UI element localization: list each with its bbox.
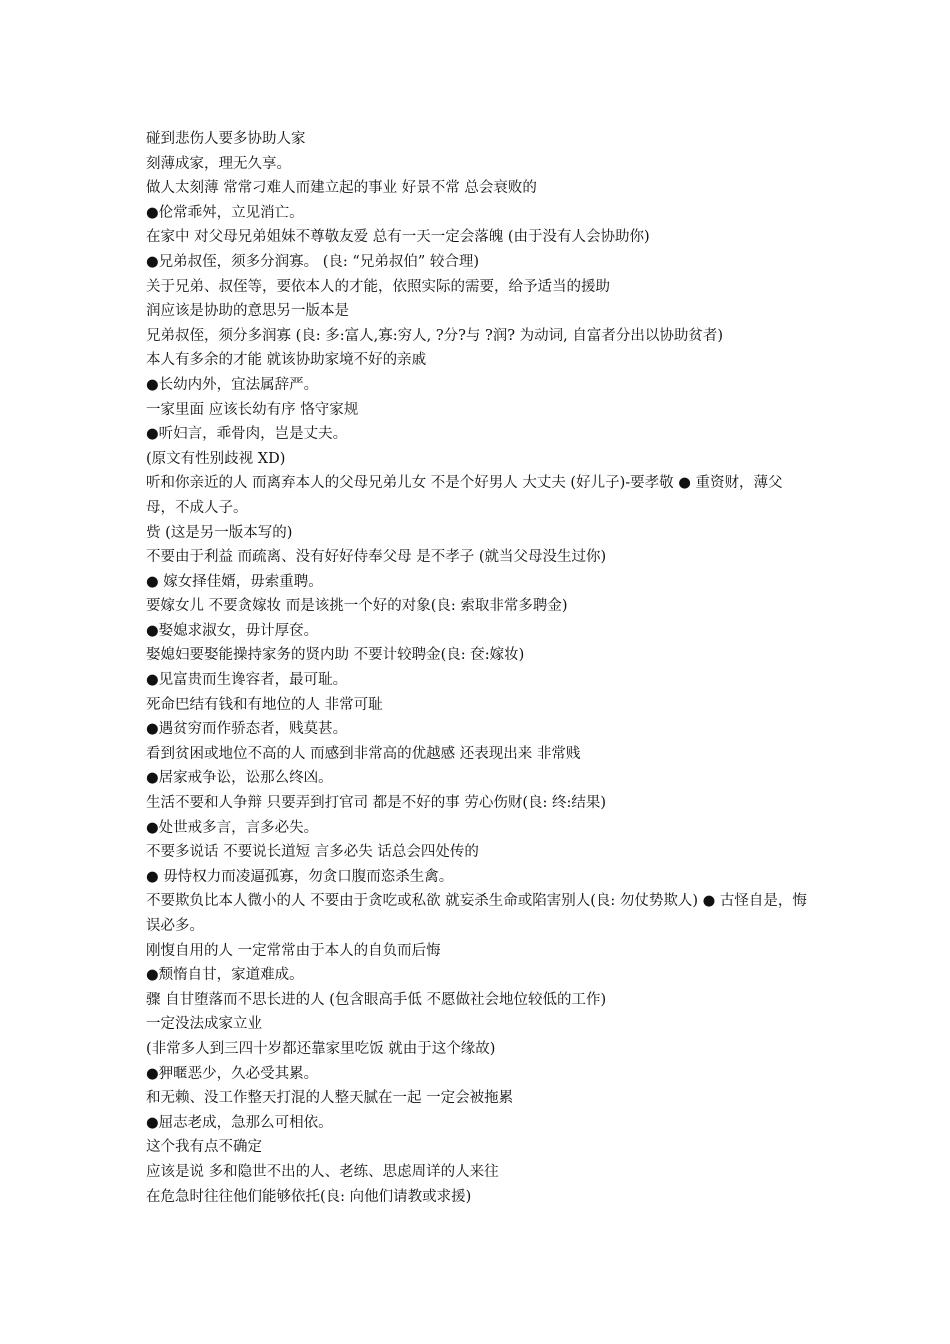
text-line: 应该是说 多和隐世不出的人、老练、思虑周详的人来往 xyxy=(146,1163,499,1180)
text-line: 刻薄成家，理无久享。 xyxy=(146,155,291,172)
text-line: 在家中 对父母兄弟姐妹不尊敬友爱 总有一天一定会落魄 (由于没有人会协助你) xyxy=(146,229,650,246)
text-line: ●处世戒多言，言多必失。 xyxy=(146,819,319,836)
text-line: 死命巴结有钱和有地位的人 非常可耻 xyxy=(146,696,383,713)
text-line: ●娶媳求淑女，毋计厚奁。 xyxy=(146,622,319,639)
text-line: ●屈志老成，急那么可相依。 xyxy=(146,1114,333,1131)
text-line: 在危急时往往他们能够依托(良: 向他们请教或求援) xyxy=(146,1188,472,1205)
text-line: 本人有多余的才能 就该协助家境不好的亲戚 xyxy=(146,352,427,369)
text-line: 一家里面 应该长幼有序 恪守家规 xyxy=(146,401,359,418)
text-line: ●居家戒争讼，讼那么终凶。 xyxy=(146,770,333,787)
text-line: 骤 自甘堕落而不思长进的人 (包含眼高手低 不愿做社会地位较低的工作) xyxy=(146,991,607,1008)
text-line: ●伦常乖舛，立见消亡。 xyxy=(146,204,304,221)
text-line: 润应该是协助的意思另一版本是 xyxy=(146,303,349,320)
document-body xyxy=(146,127,811,1209)
text-line: 这个我有点不确定 xyxy=(146,1139,262,1156)
text-line: 一定没法成家立业 xyxy=(146,1016,262,1033)
text-line: 做人太刻薄 常常刁难人而建立起的事业 好景不常 总会衰败的 xyxy=(146,180,537,197)
text-line: 娶媳妇要娶能操持家务的贤内助 不要计较聘金(良: 奁:嫁妆) xyxy=(146,647,525,664)
text-line: 和无赖、没工作整天打混的人整天腻在一起 一定会被拖累 xyxy=(146,1090,514,1107)
text-line: (原文有性别歧视 XD) xyxy=(146,450,286,467)
text-line: ●兄弟叔侄，须多分润寡。 (良: “兄弟叔伯” 较合理) xyxy=(146,253,480,270)
text-line: 兄弟叔侄，须分多润寡 (良: 多:富人,寡:穷人, ?分?与 ?润? 为动词, 自富者分出以协助贫者) xyxy=(146,327,724,344)
text-line: (非常多人到三四十岁都还靠家里吃饭 就由于这个缘故) xyxy=(146,1040,496,1057)
text-line: 赀 (这是另一版本写的) xyxy=(146,524,293,541)
text-line: 刚愎自用的人 一定常常由于本人的自负而后悔 xyxy=(146,942,441,959)
text-line: ● 嫁女择佳婿，毋索重聘。 xyxy=(146,573,323,590)
text-line: ●听妇言，乖骨肉，岂是丈夫。 xyxy=(146,426,348,443)
text-line: 生活不要和人争辩 只要弄到打官司 都是不好的事 劳心伤财(良: 终:结果) xyxy=(146,795,607,812)
text-line: 不要多说话 不要说长道短 言多必失 话总会四处传的 xyxy=(146,844,479,861)
text-line: 看到贫困或地位不高的人 而感到非常高的优越感 还表现出来 非常贱 xyxy=(146,745,581,762)
text-line: ●长幼内外，宜法属辞严。 xyxy=(146,376,319,393)
text-line: ●颓惰自甘，家道难成。 xyxy=(146,967,304,984)
text-line: ●见富贵而生谗容者，最可耻。 xyxy=(146,672,348,689)
text-line: ●狎暱恶少，久必受其累。 xyxy=(146,1065,319,1082)
text-line: 碰到悲伤人要多协助人家 xyxy=(146,131,306,147)
text-line: ●遇贫穷而作骄态者，贱莫甚。 xyxy=(146,721,348,738)
text-paragraph: 不要欺负比本人微小的人 不要由于贪吃或私欲 就妄杀生命或陷害别人(良: 勿仗势欺人) ● 古怪自是，悔误必多。 xyxy=(146,893,807,934)
text-line: 关于兄弟、叔侄等，要依本人的才能，依照实际的需要，给予适当的援助 xyxy=(146,278,610,295)
text-line: 要嫁女儿 不要贪嫁妆 而是该挑一个好的对象(良: 索取非常多聘金) xyxy=(146,598,568,615)
text-line: 不要由于利益 而疏离、没有好好侍奉父母 是不孝子 (就当父母没生过你) xyxy=(146,549,607,566)
text-paragraph: 听和你亲近的人 而离弃本人的父母兄弟儿女 不是个好男人 大丈夫 (好儿子)-要孝敬 ● 重资财，薄父母，不成人子。 xyxy=(146,475,783,516)
text-line: ● 毋恃权力而凌逼孤寡，勿贪口腹而恣杀生禽。 xyxy=(146,868,454,885)
